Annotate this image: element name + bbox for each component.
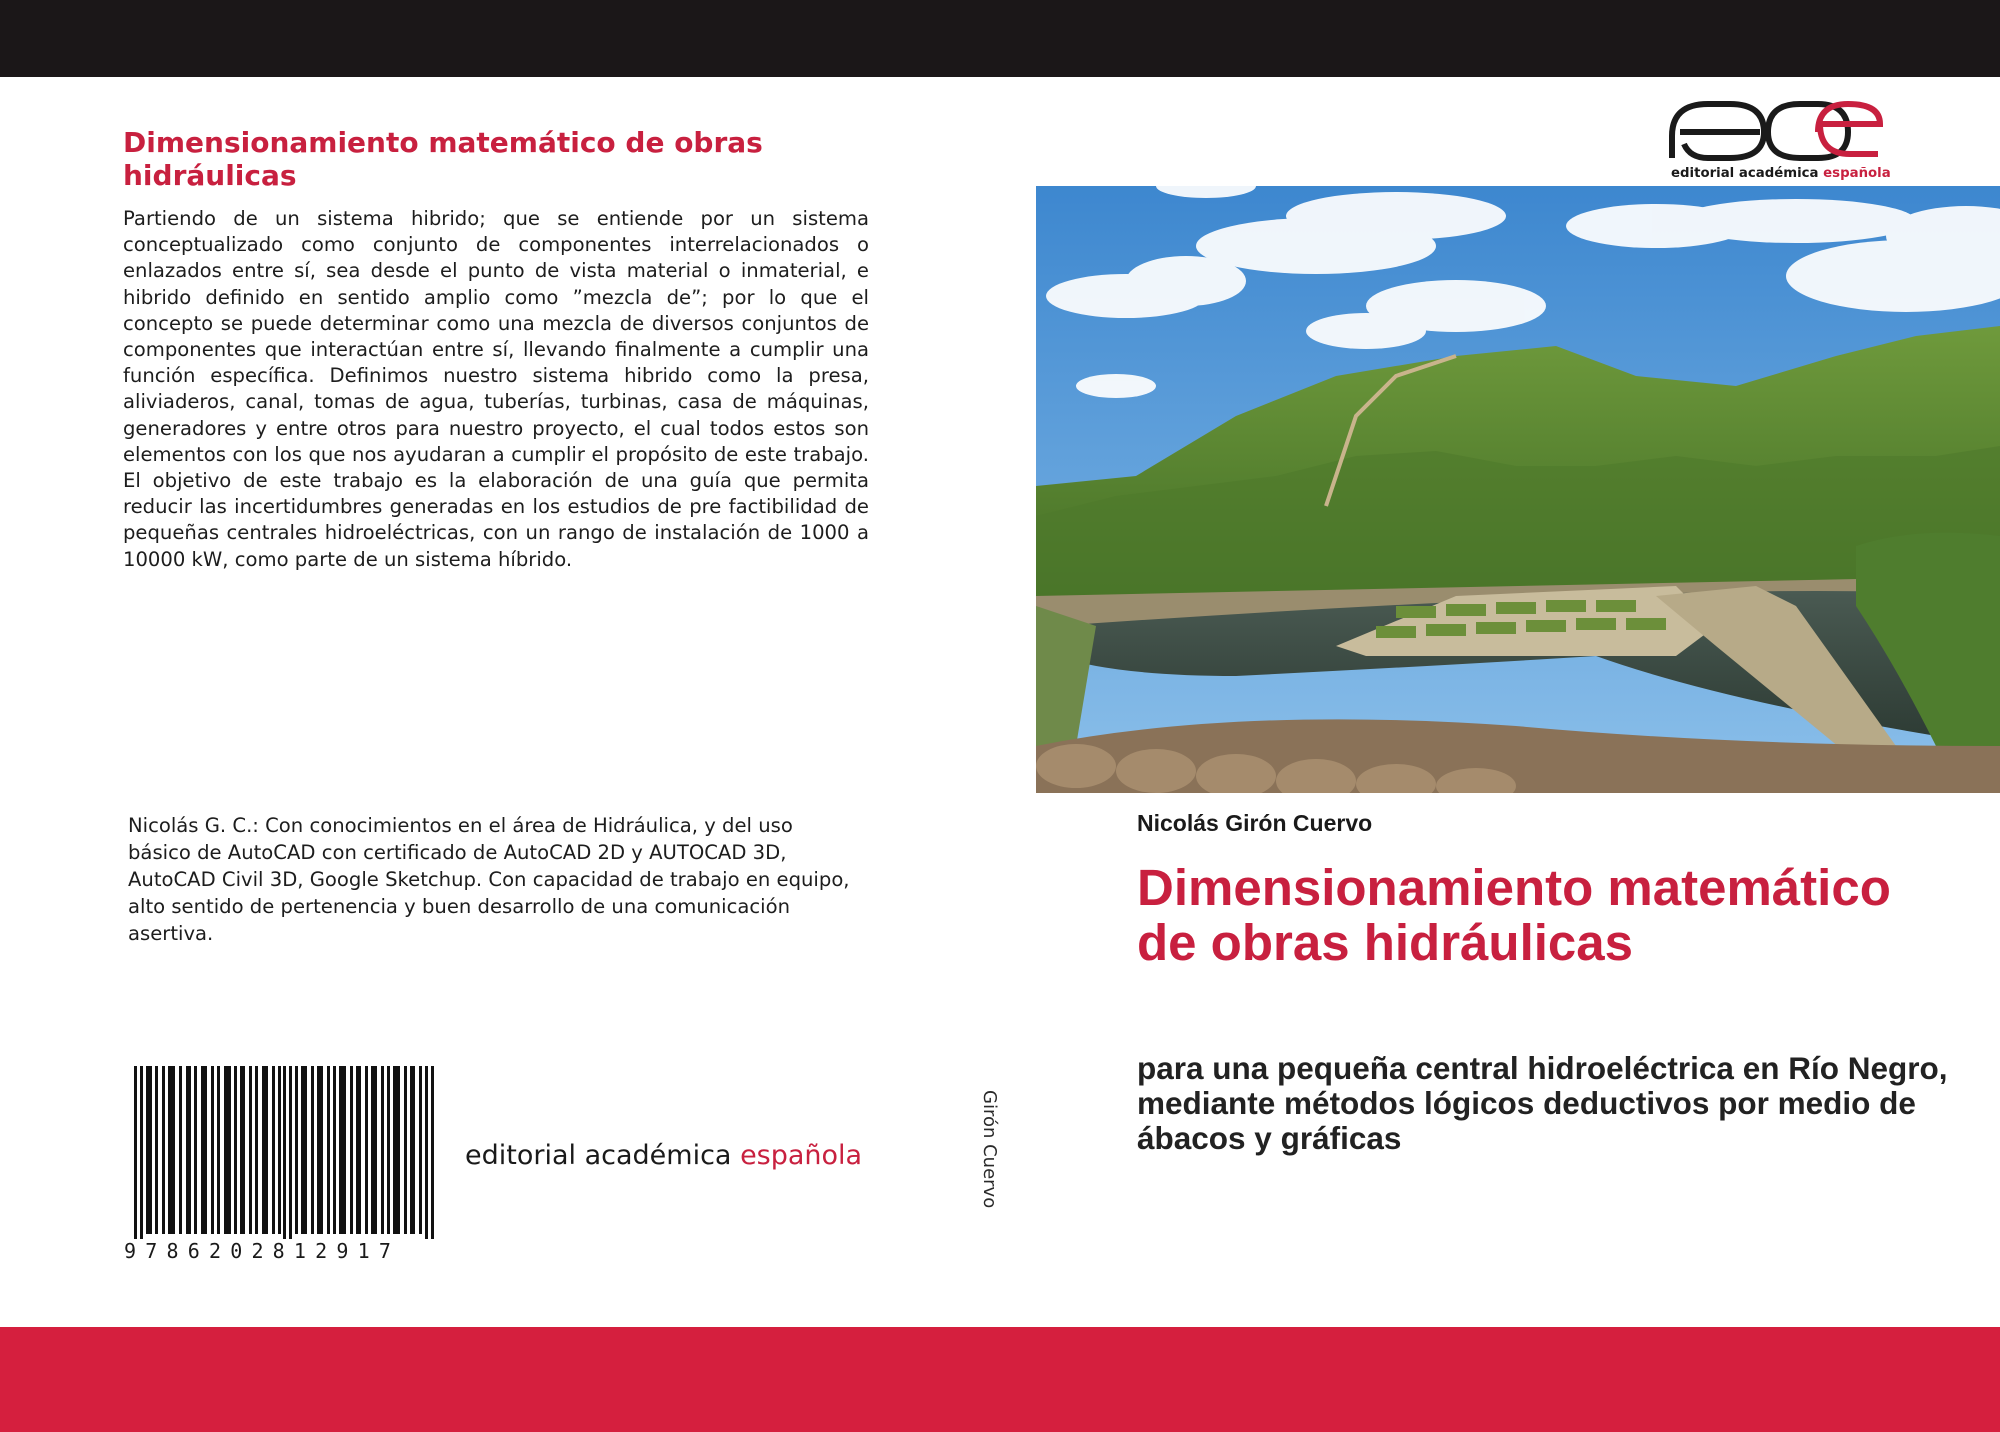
logo-caption-accent: española <box>1823 166 1891 181</box>
front-cover-author: Nicolás Girón Cuervo <box>1137 810 1373 836</box>
isbn-barcode <box>124 1066 450 1264</box>
logo-caption-main: editorial académica <box>1671 166 1819 181</box>
isbn-digits: 9786202812917 <box>124 1239 448 1263</box>
spine-author: Girón Cuervo <box>979 1090 1000 1209</box>
front-cover-subtitle: para una pequeña central hidroeléctrica en Río Negro, mediante métodos lógicos deductivos por medio de ábacos y gráficas <box>1137 1050 1948 1156</box>
top-band <box>0 0 2000 77</box>
front-cover-title: Dimensionamiento matemático de obras hidráulicas <box>1137 859 1891 971</box>
back-cover-synopsis: Partiendo de un sistema hibrido; que se entiende por un sistema conceptualizado como conjunto de componentes interrelacionados o enlazados entre sí, sea desde el punto de vista material o inmaterial, e hibrido definido en sentido amplio como ”mezcla de”; por lo que el concepto se puede determinar como una mezcla de diversos conjuntos de componentes que interactúan entre sí, llevando finalmente a cumplir una función específica. Definimos nuestro sistema hibrido como la presa, aliviaderos, canal, tomas de agua, tuberías, turbinas, casa de máquinas, generadores y entre otros para nuestro proyecto, el cual todos estos son elementos con los que nos ayudaran a cumplir el propósito de este trabajo. El objetivo de este trabajo es la elaboración de una guía que permita reducir las incertidumbres generadas en los estudios de pre factibilidad de pequeñas centrales hidroeléctricas, con un rango de instalación de 1000 a 10000 kW, como parte de un sistema híbrido. <box>123 207 869 571</box>
publisher-accent-text: española <box>740 1140 863 1171</box>
author-biography: Nicolás G. C.: Con conocimientos en el área de Hidráulica, y del uso básico de AutoCAD con certificado de AutoCAD 2D y AUTOCAD 3D, AutoCAD Civil 3D, Google Sketchup. Con capacidad de trabajo en equipo, alto sentido de pertenencia y buen desarrollo de una comunicación asertiva. <box>128 814 850 945</box>
back-publisher-name <box>465 1140 862 1171</box>
publisher-main-text: editorial académica <box>465 1140 732 1171</box>
logo-caption <box>1671 166 1891 181</box>
cover-photo-lake-garden <box>1036 186 2000 793</box>
back-cover-title: Dimensionamiento matemático de obras hidráulicas <box>123 126 763 192</box>
bottom-band <box>0 1327 2000 1432</box>
